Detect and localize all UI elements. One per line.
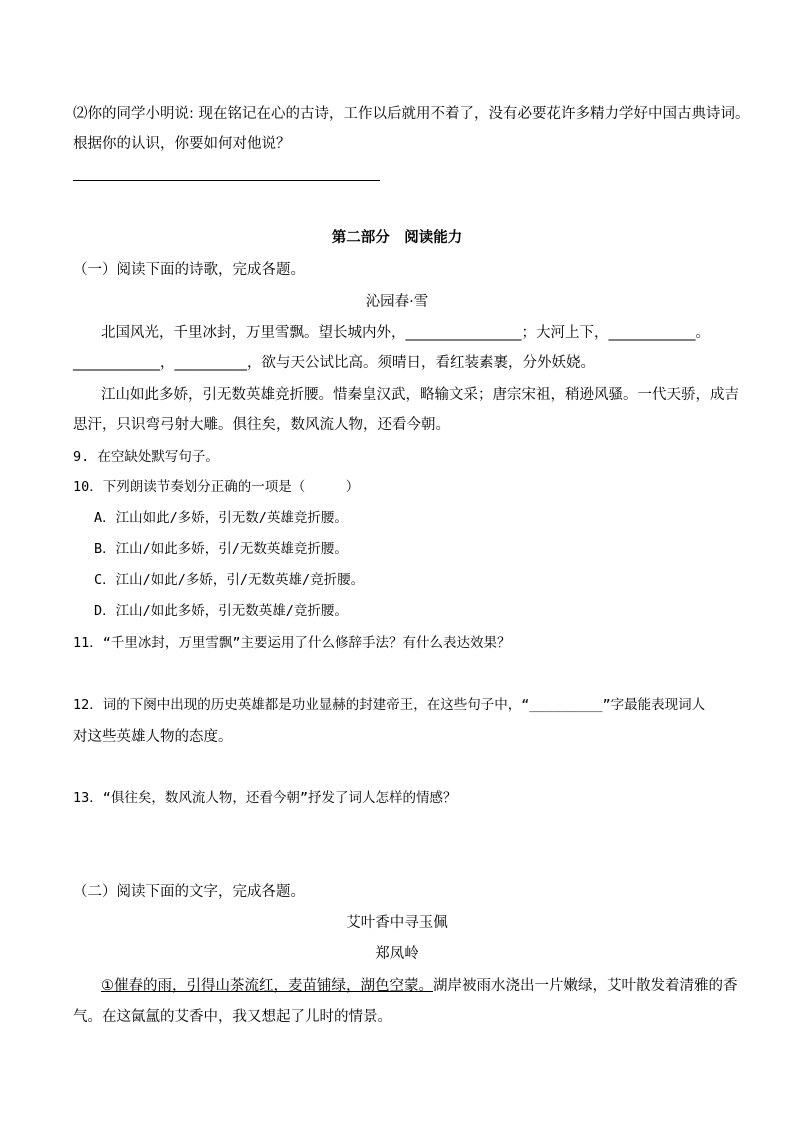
q2-line2: 根据你的认识，你要如何对他说？ [73,136,291,152]
section1-intro: （一）阅读下面的诗歌，完成各题。 [73,262,305,278]
poem-title: 沁园春·雪 [365,294,429,310]
question-10: 10．下列朗读节奏划分正确的一项是（ ） [73,479,360,495]
poem-line: 思汗，只识弯弓射大雕。俱往矣，数风流人物，还看今朝。 [73,417,450,433]
question-11: 11．“千里冰封，万里雪飘”主要运用了什么修辞手法？有什么表达效果？ [73,635,511,651]
question-13: 13．“俱往矣，数风流人物，还看今朝”抒发了词人怎样的情感？ [73,790,457,806]
question-12-line1: 12．词的下阕中出现的历史英雄都是功业显赫的封建帝王，在这些句子中，“_________”字最能表现词人 [73,697,706,713]
poem-line: 江山如此多娇，引无数英雄竞折腰。惜秦皇汉武，略输文采；唐宗宋祖，稍逊风骚。一代天骄，成吉 [101,387,739,403]
option-a: A．江山如此/多娇，引无数/英雄竞折腰。 [94,510,348,526]
option-b: B．江山/如此多娇，引/无数英雄竞折腰。 [94,541,348,557]
article-para1-line2: 气。在这氤氲的艾香中，我又想起了儿时的情景。 [73,1009,392,1025]
poem-line: 北国风光，千里冰封，万里雪飘。望长城内外，________________；大河上下，____________。 [101,325,710,341]
part2-heading: 第二部分 阅读能力 [331,230,463,246]
underlined-sentence: ①催春的雨，引得山茶流红，麦苗铺绿，湖色空蒙。 [101,978,433,994]
q2-line1: ⑵你的同学小明说: 现在铭记在心的古诗，工作以后就用不着了，没有必要花许多精力学好中国古典诗词。 [73,106,750,122]
question-9: 9. 在空缺处默写句子。 [73,449,219,465]
section2-intro: （二）阅读下面的文字，完成各题。 [73,884,305,900]
article-para1 [101,976,738,996]
option-d: D．江山/如此多娇，引无数英雄/竞折腰。 [94,603,348,619]
answer-line [73,180,380,181]
question-12-line2: 对这些英雄人物的态度。 [73,729,233,745]
option-c: C．江山/如此/多娇，引/无数英雄/竞折腰。 [94,572,365,588]
para1-rest: 湖岸被雨水浇出一片嫩绿，艾叶散发着清雅的香 [433,978,738,994]
article-author: 郑凤岭 [375,946,419,962]
article-title: 艾叶香中寻玉佩 [346,915,448,931]
poem-line: ____________，__________，欲与天公试比高。须晴日，看红装素裹，分外妖娆。 [73,355,595,371]
